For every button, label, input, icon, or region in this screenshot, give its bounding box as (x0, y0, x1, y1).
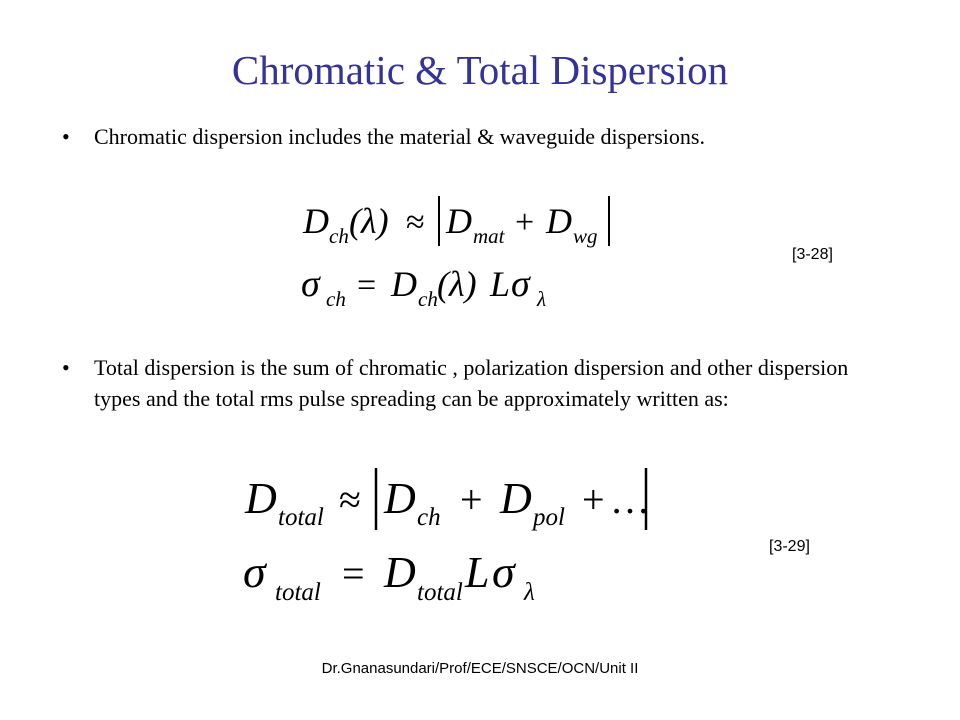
eq2-eq: = (357, 267, 377, 304)
eq1-term2-sub: wg (573, 224, 598, 248)
eq4-sigma: σ (492, 546, 515, 597)
eq1-term1: D (446, 201, 472, 241)
eq2-d: D (391, 264, 417, 304)
eq4-sigma-sub: λ (524, 579, 535, 606)
eq2-d-sub: ch (418, 287, 438, 311)
bullet-dot: • (62, 355, 70, 380)
equation-total-dispersion (244, 468, 650, 531)
eq3-plus1: + (460, 477, 483, 522)
eq3-approx: ≈ (339, 477, 361, 522)
eq4-l: L (465, 548, 490, 597)
eq3-term2-sub: pol (533, 504, 565, 531)
eq1-lhs: D (303, 201, 329, 241)
eq4-lhs: σ (243, 546, 266, 597)
eq2-lhs: σ (301, 263, 320, 305)
eq3-ellipsis: … (610, 477, 650, 522)
bullet-dot: • (62, 124, 70, 149)
eq2-l: L (490, 264, 511, 304)
eq2-arg: (λ) (437, 264, 477, 304)
eq2-lhs-sub: ch (326, 287, 346, 311)
eq1-lhs-sub: ch (329, 224, 349, 248)
eq4-eq: = (342, 551, 365, 596)
eq3-lhs-sub: total (278, 504, 324, 531)
eq1-term2: D (546, 201, 572, 241)
equation-chromatic-spread (301, 263, 546, 311)
bullet-text: Total dispersion is the sum of chromatic , polarization dispersion and other dispersion types and the total rms pulse spreading can be approximately written as: (94, 355, 849, 411)
slide-footer: Dr.Gnanasundari/Prof/ECE/SNSCE/OCN/Unit II (321, 660, 639, 677)
bullet-text: Chromatic dispersion includes the material & waveguide dispersions. (94, 124, 705, 149)
eq4-d-sub: total (417, 579, 463, 606)
equation-reference: [3-29] (769, 538, 810, 555)
eq4-lhs-sub: total (275, 579, 321, 606)
eq3-lhs: D (245, 474, 277, 523)
eq1-approx: ≈ (406, 204, 425, 241)
eq3-term1: D (384, 474, 416, 523)
eq1-term1-sub: mat (473, 224, 505, 248)
equation-chromatic-dispersion (302, 196, 609, 248)
equation-reference: [3-28] (792, 246, 833, 263)
eq2-sigma: σ (511, 263, 530, 305)
eq3-term2: D (500, 474, 532, 523)
eq1-arg: (λ) (349, 201, 389, 241)
eq4-d: D (384, 548, 416, 597)
eq3-plus2: + (582, 477, 605, 522)
eq2-sigma-sub: λ (537, 287, 547, 311)
slide-title: Chromatic & Total Dispersion (231, 47, 729, 93)
eq1-plus: + (515, 204, 535, 241)
eq3-term1-sub: ch (417, 504, 441, 531)
equation-total-spread (243, 546, 535, 606)
